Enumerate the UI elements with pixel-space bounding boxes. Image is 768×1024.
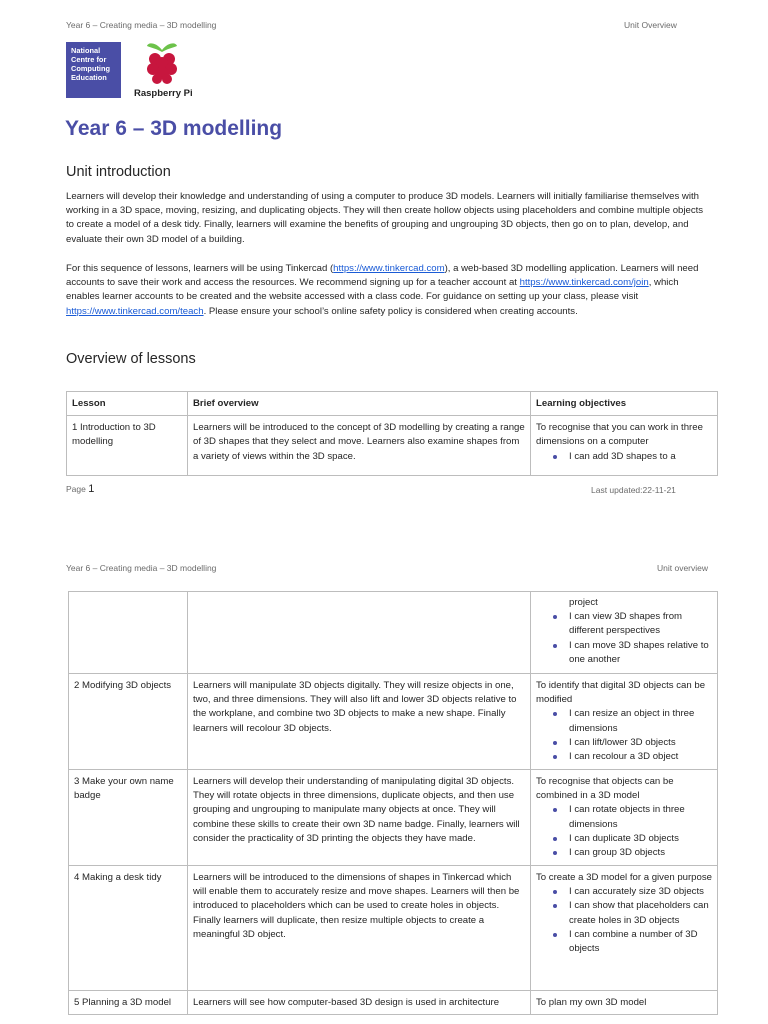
bullet-icon [553,933,557,937]
bullet-icon [553,712,557,716]
lesson-cell: 1 Introduction to 3D modelling [67,416,188,476]
lesson-cell [69,592,188,674]
raspberry-pi-logo [134,40,194,100]
objectives-cell [531,866,718,991]
overview-heading: Overview of lessons [66,351,196,367]
objective-bullet-item: I can view 3D shapes from different perspectives [536,610,712,638]
bullet-icon [553,741,557,745]
overview-cell: Learners will develop their understanding of manipulating digital 3D objects. They will rotate objects in three dimensions, duplicate objects, and then use grouping and ungrouping to manipulate many objects at once. They will combine these skills to create their own 3D name badge. Finally, learners will consider the practicality of 3D printing the objects they have made. [188,770,531,866]
lessons-table-page2 [68,591,718,1015]
table-row [67,416,718,476]
objective-text: To create a 3D model for a given purpose [536,872,712,883]
bullet-icon [553,851,557,855]
objective-continuation: project [569,597,598,608]
tinkercad-paragraph: For this sequence of lessons, learners will be using Tinkercad (https://www.tinkercad.com), a web-based 3D modelling application. Learners will need accounts to save their work and access the resources. We recommend signing up for a teacher account at https://www.tinkercad.com/join, which enables learner accounts to be created and the website accessed with a class code. For guidance on setting up your class, please visit https://www.tinkercad.com/teach. Please ensure your school’s online safety policy is considered when creating accounts. [66,263,699,317]
intro-paragraph: Learners will develop their knowledge and understanding of using a computer to produce 3D models. Learners will initially familiarise themselves with working in a 3D space, moving, resizing, and duplicating objects. They will then create hollow objects using placeholders and combine multiple objects to create a model of a desk tidy. Finally, learners will examine the benefits of grouping and ungrouping 3D objects, then go on to plan, develop, and evaluate their own 3D model of a building. [66,191,704,245]
objective-bullet-item: I can resize an object in three dimensions [536,707,712,735]
page-footer-number: Page 1 [66,483,95,495]
objective-bullet-item: I can lift/lower 3D objects [536,736,712,750]
objective-bullet-item: I can add 3D shapes to a [536,450,712,464]
page-title: Year 6 – 3D modelling [65,117,283,140]
overview-cell: Learners will be introduced to the dimensions of shapes in Tinkercad which will enable them to accurately resize and move shapes. Learners will then be introduced to placeholders which can be used to create holes in objects. Finally learners will duplicate, then resize multiple objects to create a meaningful 3D object. [188,866,531,991]
objectives-cell [531,592,718,674]
bullet-icon [553,904,557,908]
overview-cell: Learners will manipulate 3D objects digitally. They will resize objects in one, two, and three dimensions. They will also lift and lower 3D objects relative to the workplane, and combine two 3D objects to make a new shape. Finally learners will recolour 3D objects. [188,674,531,770]
lesson-cell: 2 Modifying 3D objects [69,674,188,770]
table-row [69,866,718,991]
raspberry-icon [142,40,182,86]
header-lesson: Lesson [67,392,188,416]
objective-bullet-item: I can accurately size 3D objects [536,885,712,899]
objectives-cell [531,991,718,1015]
objective-bullets [536,707,712,764]
objective-bullets [536,450,712,464]
objective-text: To identify that digital 3D objects can be modified [536,680,706,706]
page1-header-right: Unit Overview [624,20,677,30]
tinkercad-join-link[interactable]: https://www.tinkercad.com/join [519,277,649,289]
unit-introduction-heading: Unit introduction [66,164,171,180]
table-header-row [67,392,718,416]
table-row [69,770,718,866]
objective-text: To plan my own 3D model [536,997,647,1008]
bullet-icon [553,890,557,894]
bullet-icon [553,455,557,459]
objective-bullets [536,885,712,956]
header-brief-overview: Brief overview [188,392,531,416]
objectives-cell [531,674,718,770]
table-row [69,592,718,674]
objective-bullet-item: I can combine a number of 3D objects [536,928,712,956]
objective-text: To recognise that you can work in three dimensions on a computer [536,422,703,448]
tinkercad-teach-link[interactable]: https://www.tinkercad.com/teach [66,305,204,317]
table-row [69,674,718,770]
page2-header-left: Year 6 – Creating media – 3D modelling [66,563,217,573]
bullet-icon [553,644,557,648]
objective-bullet-item: I can group 3D objects [536,846,712,860]
bullet-icon [553,755,557,759]
objective-bullet-item: I can show that placeholders can create holes in 3D objects [536,899,712,927]
lesson-cell: 5 Planning a 3D model [69,991,188,1015]
bullet-icon [553,615,557,619]
objective-bullets [536,610,712,667]
objective-bullet-item: I can recolour a 3D object [536,750,712,764]
header-learning-objectives: Learning objectives [531,392,718,416]
objective-text: To recognise that objects can be combined in a 3D model [536,776,674,802]
page-footer-updated: Last updated:22-11-21 [591,485,676,495]
lesson-cell: 4 Making a desk tidy [69,866,188,991]
objective-bullet-item: I can duplicate 3D objects [536,832,712,846]
tinkercad-link[interactable]: https://www.tinkercad.com [333,263,445,274]
objective-bullets [536,803,712,860]
lesson-cell: 3 Make your own name badge [69,770,188,866]
table-row [69,991,718,1015]
overview-cell: Learners will be introduced to the concept of 3D modelling by creating a range of 3D shapes that they select and move. Learners also examine shapes from a variety of views within the 3D space. [188,416,531,476]
objectives-cell [531,416,718,476]
objective-bullet-item: I can move 3D shapes relative to one another [536,639,712,667]
page1-header-left: Year 6 – Creating media – 3D modelling [66,20,217,30]
objectives-cell [531,770,718,866]
overview-cell [188,592,531,674]
raspberry-pi-label: Raspberry Pi [134,88,193,99]
bullet-icon [553,808,557,812]
bullet-icon [553,837,557,841]
ncce-logo: National Centre for Computing Education [66,42,121,98]
lessons-table-page1 [66,391,718,476]
overview-cell: Learners will see how computer-based 3D design is used in architecture [188,991,531,1015]
page2-header-right: Unit overview [657,563,709,573]
objective-bullet-item: I can rotate objects in three dimensions [536,803,712,831]
